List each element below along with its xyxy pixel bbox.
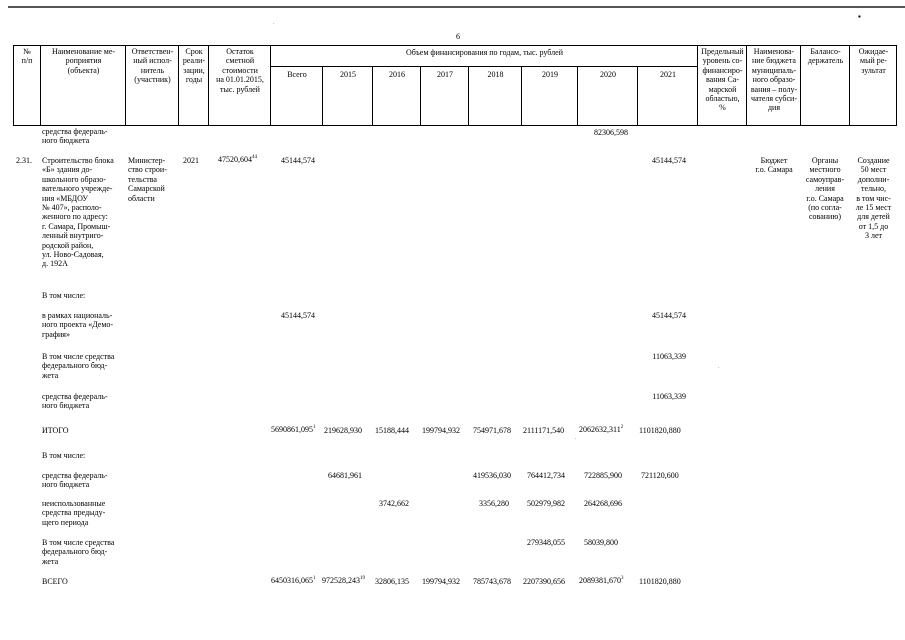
total-footnote: 1 — [313, 576, 316, 581]
value-2015: 972528,243 — [322, 576, 360, 585]
total-value: 6450316,065 — [271, 576, 313, 585]
header-num: № п/п — [21, 47, 33, 66]
cell-2018: 754971,678 — [473, 426, 511, 435]
cell-2019: 2111171,540 — [523, 426, 565, 435]
cell-2021: 45144,574 — [652, 311, 686, 320]
header-expected-result: Ожидае- мый ре- зультат — [858, 47, 889, 75]
header-year-2018: 2018 — [487, 70, 504, 79]
header-balance-holder: Балансо- держатель — [807, 47, 844, 66]
header-term: Срок реали- зации, годы — [182, 47, 206, 85]
item-number: 2.31. — [16, 156, 32, 165]
row-label: средства федераль- ного бюджета — [42, 392, 108, 411]
header-year-2019: 2019 — [542, 70, 558, 79]
value-2020: 2062632,311 — [579, 425, 621, 434]
row-label: средства федераль- ного бюджета — [42, 127, 108, 146]
header-volume-group: Объем финансирования по годам, тыс. рублей — [406, 48, 563, 57]
row-label-including: В том числе: — [42, 451, 86, 460]
item-balance-holder: Органы местного самоуправ- ления г.о. Самара (по согла- сованию) — [805, 156, 845, 222]
cell-2015: 219628,930 — [324, 426, 362, 435]
row-label: в рамках националь- ного проекта «Демо- графия» — [42, 311, 114, 339]
cell-2018: 785743,678 — [473, 577, 511, 586]
remainder-value: 47520,604 — [218, 155, 252, 164]
row-label: средства федераль- ного бюджета — [42, 471, 108, 490]
cell-2019: 2207390,656 — [523, 577, 565, 586]
total-value: 5690861,095 — [271, 425, 313, 434]
header-year-2016: 2016 — [389, 70, 405, 79]
cell-2021: 1101820,880 — [639, 426, 681, 435]
cell-2015 — [322, 576, 365, 585]
cell-2020 — [579, 425, 623, 434]
cell-2019: 502979,982 — [527, 499, 565, 508]
header-budget-name: Наименова- ние бюджета муниципаль- ного образо- вания – полу- чателя субси- дия — [750, 47, 798, 113]
header-year-2017: 2017 — [437, 70, 453, 79]
cell-2016: 3742,662 — [379, 499, 409, 508]
cell-2021: 11063,339 — [652, 392, 686, 401]
cell-total: 45144,574 — [281, 156, 315, 165]
cell-2021: 45144,574 — [652, 156, 686, 165]
item-remainder — [218, 155, 257, 164]
item-budget-name: Бюджет г.о. Самара — [755, 156, 793, 175]
cell-2015: 64681,961 — [328, 471, 362, 480]
header-year-2020: 2020 — [600, 70, 616, 79]
cell-2016: 15188,444 — [375, 426, 409, 435]
cell-total — [271, 425, 316, 434]
cell-2020: 722885,900 — [584, 471, 622, 480]
scan-speck: · — [718, 366, 720, 371]
header-year-2021: 2021 — [660, 70, 676, 79]
item-term: 2021 — [183, 156, 199, 165]
cell-2021: 721120,600 — [641, 471, 679, 480]
item-expected-result: Создание 50 мест дополни- тельно, в том чис- ле 15 мест для детей от 1,5 до 3 лет — [855, 156, 892, 241]
row-label: ВСЕГО — [42, 577, 68, 586]
cell-2018: 419536,030 — [473, 471, 511, 480]
header-executor: Ответствен- ный испол- нитель (участник) — [131, 47, 174, 85]
row-label: В том числе средства федерального бюд- жета — [42, 538, 115, 566]
cell-2021: 11063,339 — [652, 352, 686, 361]
header-name: Наименование ме- роприятия (объекта) — [51, 47, 116, 75]
header-max-level: Предельный уровень со- финансиро- вания Са- марской областью, % — [701, 47, 744, 113]
cell-2020 — [579, 576, 624, 585]
cell-2019: 764412,734 — [527, 471, 565, 480]
row-label-including: В том числе: — [42, 291, 86, 300]
footnote-2020: 2 — [620, 425, 624, 430]
cell-2021: 1101820,880 — [639, 577, 681, 586]
scan-speck: · — [575, 437, 577, 442]
cell-2020: 58039,800 — [584, 538, 618, 547]
cell-2018: 3356,280 — [479, 499, 509, 508]
cell-total: 45144,574 — [281, 311, 315, 320]
total-footnote: 1 — [313, 425, 316, 430]
row-label: ИТОГО — [42, 426, 69, 435]
cell-total — [271, 576, 316, 585]
header-year-2015: 2015 — [340, 70, 356, 79]
header-remainder: Остаток сметной стоимости на 01.01.2015, тыс. рублей — [216, 47, 264, 94]
remainder-footnote: 44 — [252, 155, 257, 160]
scan-speck: · — [273, 22, 275, 27]
row-label: неиспользованные средства предыду- щего периода — [42, 499, 106, 527]
row-label: В том числе средства федерального бюд- жета — [42, 352, 115, 380]
cell-2020: 82306,598 — [594, 128, 628, 137]
footnote-2015: 19 — [360, 576, 365, 581]
item-executor: Министер- ство строи- тельства Самарской области — [128, 156, 167, 203]
cell-2017: 199794,932 — [422, 426, 460, 435]
cell-2016: 32806,135 — [375, 577, 409, 586]
item-name: Строительство блока «Б» здания до- школьного образо- вательного учрежде- ния «МБДОУ № 407», располо- женного по адресу: г. Самара, Промыш- ленный внутриго- родской район, ул. Ново-Садовая, д. 192А — [42, 156, 114, 269]
cell-2017: 199794,932 — [422, 577, 460, 586]
cell-2020: 264268,696 — [584, 499, 622, 508]
footnote-2020: 3 — [621, 576, 624, 581]
header-total: Всего — [287, 70, 307, 79]
page-number: 6 — [456, 32, 460, 41]
scan-speck: ▪ — [858, 12, 861, 21]
value-2020: 2089381,670 — [579, 576, 621, 585]
cell-2019: 279348,055 — [527, 538, 565, 547]
